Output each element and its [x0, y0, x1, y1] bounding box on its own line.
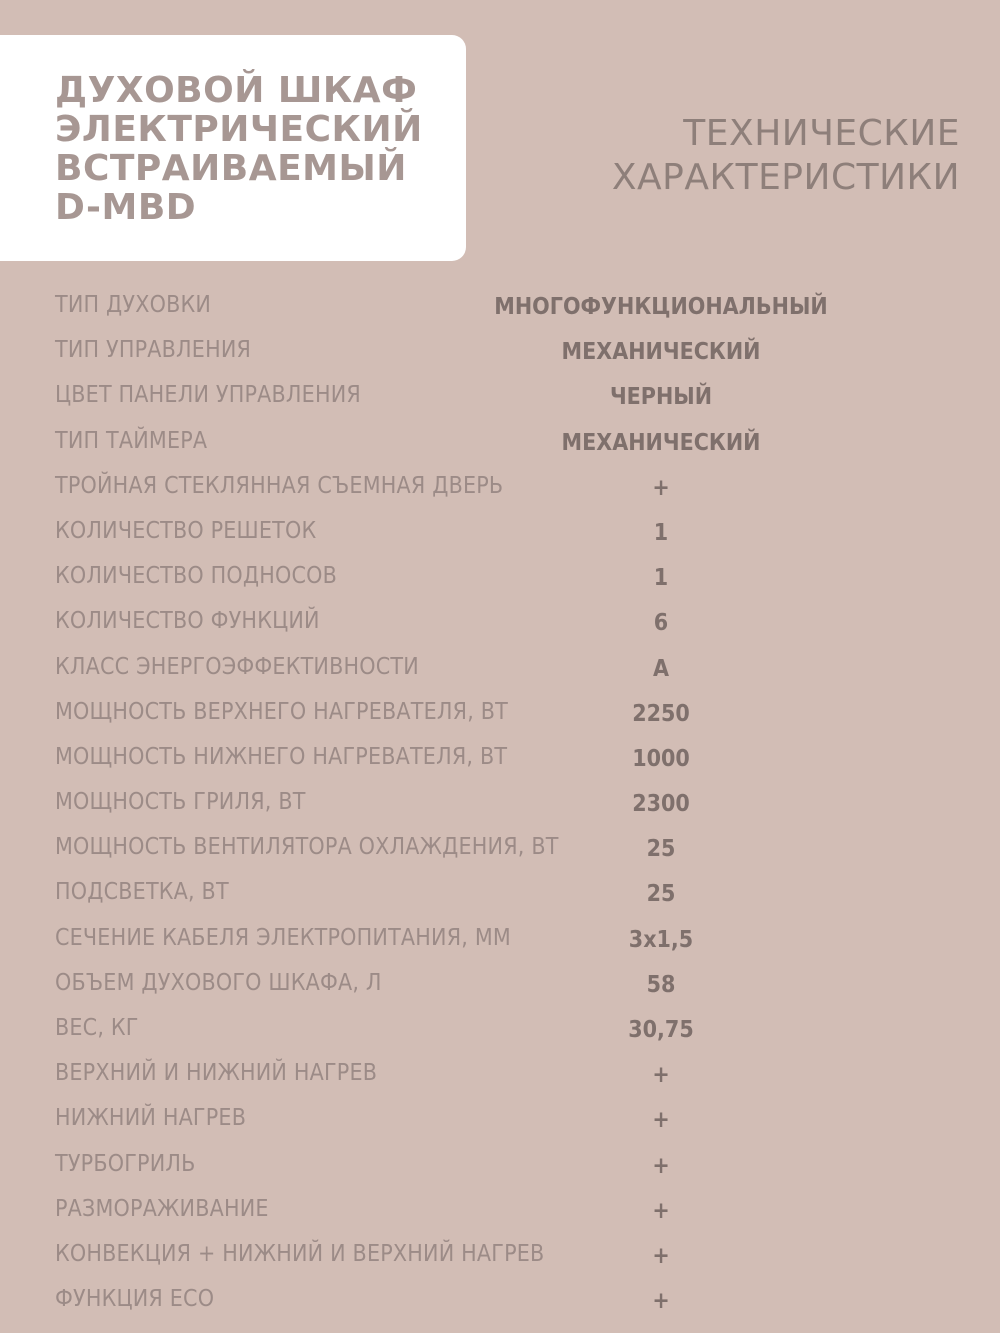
spec-label: ВЕРХНИЙ И НИЖНИЙ НАГРЕВ	[55, 1060, 378, 1087]
spec-value: МНОГОФУНКЦИОНАЛЬНЫЙ	[494, 294, 828, 320]
spec-value: 1000	[632, 745, 690, 772]
spec-label: КОЛИЧЕСТВО РЕШЕТОК	[55, 517, 317, 544]
spec-value: 2250	[632, 700, 690, 727]
product-title-line: ЭЛЕКТРИЧЕСКИЙ	[55, 109, 423, 150]
spec-label: ТИП ТАЙМЕРА	[55, 427, 208, 454]
spec-label: МОЩНОСТЬ ВЕРХНЕГО НАГРЕВАТЕЛЯ, ВТ	[55, 698, 508, 725]
spec-row	[55, 464, 960, 509]
spec-row	[55, 419, 960, 464]
product-model: D-MBD	[55, 187, 197, 228]
spec-row	[55, 690, 960, 735]
spec-row	[55, 1232, 960, 1277]
product-title-card	[0, 35, 466, 261]
spec-value: +	[652, 1197, 670, 1224]
spec-label: ВЕС, КГ	[55, 1015, 139, 1041]
spec-label: ПОДСВЕТКА, ВТ	[55, 879, 229, 906]
spec-value: +	[652, 1288, 670, 1315]
spec-label: ТРОЙНАЯ СТЕКЛЯННАЯ СЪЕМНАЯ ДВЕРЬ	[55, 472, 504, 499]
spec-value: 25	[646, 881, 676, 908]
spec-label: ФУНКЦИЯ ECO	[55, 1286, 215, 1313]
spec-table	[55, 283, 960, 1322]
spec-value: 30,75	[628, 1017, 694, 1043]
spec-row	[55, 554, 960, 599]
section-heading-line: ТЕХНИЧЕСКИЕ	[683, 113, 960, 154]
spec-value: +	[652, 1107, 670, 1134]
spec-row	[55, 961, 960, 1006]
product-title-line: ДУХОВОЙ ШКАФ	[55, 70, 418, 111]
spec-value: 1	[653, 565, 669, 592]
spec-label: СЕЧЕНИЕ КАБЕЛЯ ЭЛЕКТРОПИТАНИЯ, ММ	[55, 924, 511, 951]
spec-row	[55, 1006, 960, 1051]
spec-label: МОЩНОСТЬ НИЖНЕГО НАГРЕВАТЕЛЯ, ВТ	[55, 743, 508, 770]
spec-row	[55, 1096, 960, 1141]
spec-label: КОЛИЧЕСТВО ПОДНОСОВ	[55, 563, 338, 590]
spec-label: КОЛИЧЕСТВО ФУНКЦИЙ	[55, 608, 320, 635]
spec-value: ЧЕРНЫЙ	[609, 384, 713, 411]
spec-row	[55, 825, 960, 870]
spec-label: НИЖНИЙ НАГРЕВ	[55, 1105, 247, 1132]
spec-row	[55, 1187, 960, 1232]
spec-value: 1	[653, 519, 669, 546]
spec-label: КОНВЕКЦИЯ + НИЖНИЙ И ВЕРХНИЙ НАГРЕВ	[55, 1240, 545, 1267]
spec-row	[55, 870, 960, 915]
spec-value: 6	[653, 610, 669, 637]
spec-label: МОЩНОСТЬ ГРИЛЯ, ВТ	[55, 789, 306, 816]
spec-value: 3х1,5	[628, 926, 694, 953]
spec-row	[55, 328, 960, 373]
spec-value: МЕХАНИЧЕСКИЙ	[561, 339, 761, 366]
spec-row	[55, 1277, 960, 1322]
spec-value: +	[652, 1062, 670, 1089]
spec-row	[55, 509, 960, 554]
spec-value: 2300	[632, 791, 690, 818]
spec-label: ТИП ДУХОВКИ	[55, 292, 212, 318]
spec-row	[55, 735, 960, 780]
spec-row	[55, 780, 960, 825]
spec-label: МОЩНОСТЬ ВЕНТИЛЯТОРА ОХЛАЖДЕНИЯ, ВТ	[55, 834, 559, 861]
spec-value: МЕХАНИЧЕСКИЙ	[561, 429, 761, 456]
spec-label: ОБЪЕМ ДУХОВОГО ШКАФА, Л	[55, 969, 382, 996]
spec-value: +	[652, 1242, 670, 1269]
spec-row	[55, 373, 960, 418]
spec-label: КЛАСС ЭНЕРГОЭФФЕКТИВНОСТИ	[55, 653, 419, 680]
spec-value: +	[652, 474, 670, 501]
spec-value: 58	[646, 971, 676, 998]
spec-row	[55, 1142, 960, 1187]
section-heading-line: ХАРАКТЕРИСТИКИ	[611, 157, 960, 198]
spec-value: А	[652, 655, 669, 682]
product-title-line: ВСТРАИВАЕМЫЙ	[55, 148, 407, 189]
spec-value: +	[652, 1152, 670, 1179]
spec-label: ТИП УПРАВЛЕНИЯ	[55, 337, 252, 364]
spec-row	[55, 283, 960, 328]
spec-row	[55, 916, 960, 961]
section-heading	[612, 112, 960, 200]
spec-row	[55, 645, 960, 690]
spec-value: 25	[646, 836, 676, 863]
spec-label: ТУРБОГРИЛЬ	[55, 1150, 196, 1177]
spec-label: ЦВЕТ ПАНЕЛИ УПРАВЛЕНИЯ	[55, 382, 361, 409]
spec-label: РАЗМОРАЖИВАНИЕ	[55, 1195, 269, 1222]
spec-row	[55, 599, 960, 644]
spec-row	[55, 1051, 960, 1096]
